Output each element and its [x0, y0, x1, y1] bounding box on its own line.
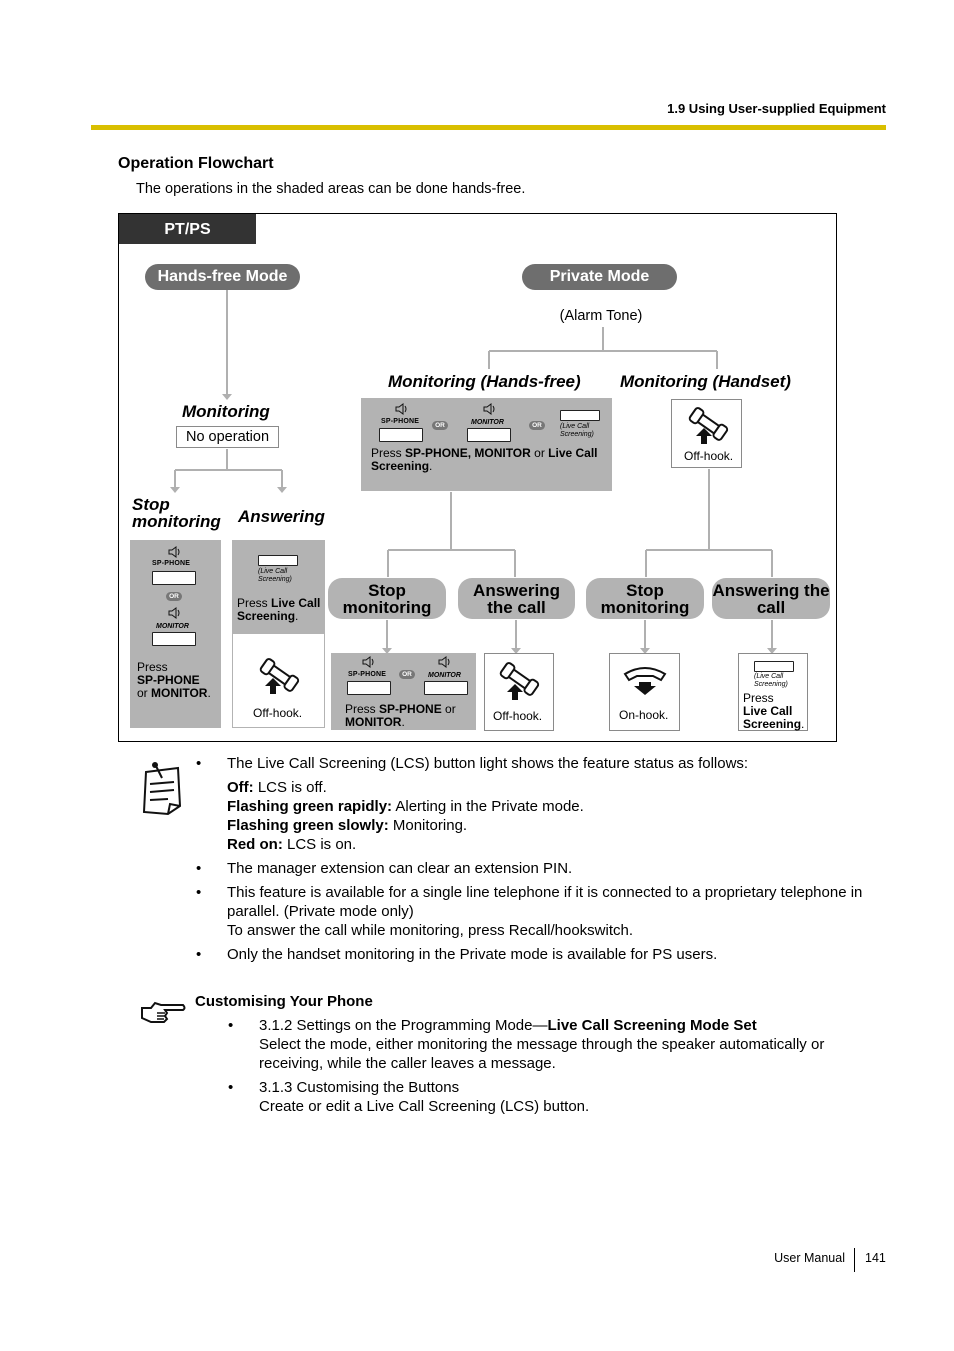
speaker-icon: [438, 656, 452, 668]
customising-title: Customising Your Phone: [195, 993, 373, 1010]
lcs-key-label: (Live Call Screening): [560, 423, 594, 438]
lcs-key-label: (Live Call Screening): [754, 673, 788, 688]
speaker-icon: [362, 656, 376, 668]
speaker-icon: [395, 403, 409, 415]
speaker-icon: [168, 607, 182, 619]
answering-offhook-panel: [232, 634, 325, 728]
handset-offhook-icon: [684, 406, 730, 446]
sp-phone-key[interactable]: [152, 571, 196, 585]
speaker-icon: [483, 403, 497, 415]
bubble-answering-handset: Answering the call: [712, 578, 830, 619]
bubble-stop-monitoring-hands-free: Stop monitoring: [328, 578, 446, 619]
note-icon: [138, 762, 186, 818]
monitoring-hands-free-heading: Monitoring (Hands-free): [388, 372, 581, 391]
stop-monitoring-heading: Stop monitoring: [132, 495, 221, 531]
monitoring-heading: Monitoring: [182, 402, 270, 421]
private-mode-label: Private Mode: [522, 264, 677, 290]
section-header: 1.9 Using User-supplied Equipment: [667, 101, 886, 116]
off-hook-caption: Off-hook.: [493, 709, 543, 723]
sp-phone-key-label: SP-PHONE: [152, 560, 191, 567]
lcs-key[interactable]: [560, 410, 600, 421]
handset-offhook-icon: [495, 660, 541, 702]
monitor-key[interactable]: [467, 428, 511, 442]
lcs-key-label: (Live Call Screening): [258, 568, 292, 583]
lcs-key[interactable]: [754, 661, 794, 672]
customising-list: [228, 1016, 878, 1116]
lcs-status-list: Off: LCS is off. Flashing green rapidly: Alerting in the Private mode. Flashing green slowly: Monitoring. Red on: LCS is on.: [227, 779, 584, 853]
pointing-hand-icon: [139, 998, 187, 1026]
section-title: Operation Flowchart: [118, 155, 274, 172]
footer-divider: [854, 1248, 855, 1272]
answering-lcs-instruction: Press Live Call Screening.: [743, 691, 805, 731]
footer-label: User Manual: [774, 1251, 845, 1265]
monitoring-hands-free-panel: [361, 398, 612, 491]
sp-phone-key-label: SP-PHONE: [381, 418, 420, 425]
answering-lcs-panel: [232, 540, 325, 635]
monitor-key[interactable]: [424, 681, 468, 695]
lcs-key[interactable]: [258, 555, 298, 566]
off-hook-caption: Off-hook.: [253, 706, 303, 720]
no-operation-box: No operation: [176, 426, 279, 448]
on-hook-caption: On-hook.: [619, 708, 669, 722]
bubble-stop-monitoring-handset: Stop monitoring: [586, 578, 704, 619]
stop-monitoring-onhook-box: [609, 653, 680, 731]
note-item: • The manager extension can clear an extension PIN.: [196, 860, 573, 877]
monitoring-handset-panel: [671, 399, 742, 468]
flowchart-tab: PT/PS: [119, 214, 256, 244]
alarm-tone-label: (Alarm Tone): [559, 308, 643, 324]
sp-phone-key[interactable]: [379, 428, 423, 442]
hands-free-mode-label: Hands-free Mode: [145, 264, 300, 290]
monitor-key-label: MONITOR: [156, 623, 189, 630]
monitor-key-label: MONITOR: [471, 419, 504, 426]
answering-instruction: Press Live Call Screening.: [237, 596, 321, 623]
customising-item: • 3.1.2 Settings on the Programming Mode—Live Call Screening Mode Set Select the mode, either monitoring the message through the speaker automatically or receiving, while the caller leaves a message.: [228, 1017, 825, 1072]
answering-lcs-box: [738, 653, 808, 731]
note-item: • Only the handset monitoring in the Private mode is available for PS users.: [196, 946, 718, 963]
stop-monitoring-panel: [130, 540, 221, 728]
off-hook-caption: Off-hook.: [684, 449, 734, 463]
stop-monitoring-instruction: Press SP-PHONE or MONITOR.: [137, 660, 211, 700]
or-badge: OR: [166, 592, 182, 601]
intro-text: The operations in the shaded areas can be done hands-free.: [136, 181, 526, 197]
monitoring-hands-free-instruction: Press SP-PHONE, MONITOR or Live Call Screening.: [371, 446, 598, 473]
customising-item: • 3.1.3 Customising the Buttons Create or edit a Live Call Screening (LCS) button.: [228, 1079, 590, 1115]
monitor-key-label: MONITOR: [428, 672, 461, 679]
bubble-answering-hands-free: Answering the call: [458, 578, 575, 619]
notes-list: [196, 754, 886, 964]
monitor-key[interactable]: [152, 632, 196, 646]
stop-monitoring-keys-panel: [331, 653, 476, 730]
stop-monitoring-keys-instruction: Press SP-PHONE or MONITOR.: [345, 702, 456, 729]
note-item: • This feature is available for a single line telephone if it is connected to a proprietary telephone in parallel. (Private mode only) To answer the call while monitoring, press Recall/hookswitch.: [196, 884, 863, 939]
sp-phone-key-label: SP-PHONE: [348, 671, 387, 678]
or-badge: OR: [432, 421, 448, 430]
speaker-icon: [168, 546, 182, 558]
sp-phone-key[interactable]: [347, 681, 391, 695]
or-badge: OR: [529, 421, 545, 430]
page-number: 141: [865, 1251, 886, 1265]
note-item: • The Live Call Screening (LCS) button light shows the feature status as follows: Off: LCS is off. Flashing green rapidly: Alerting in the Private mode. Flashing green slowly: Monitoring. Red on: LCS is on.: [196, 754, 886, 854]
answering-heading: Answering: [238, 507, 325, 526]
or-badge: OR: [399, 670, 415, 679]
handset-onhook-icon: [621, 664, 669, 696]
handset-offhook-icon: [255, 656, 301, 698]
answering-offhook-box: [484, 653, 554, 731]
monitoring-handset-heading: Monitoring (Handset): [620, 372, 791, 391]
